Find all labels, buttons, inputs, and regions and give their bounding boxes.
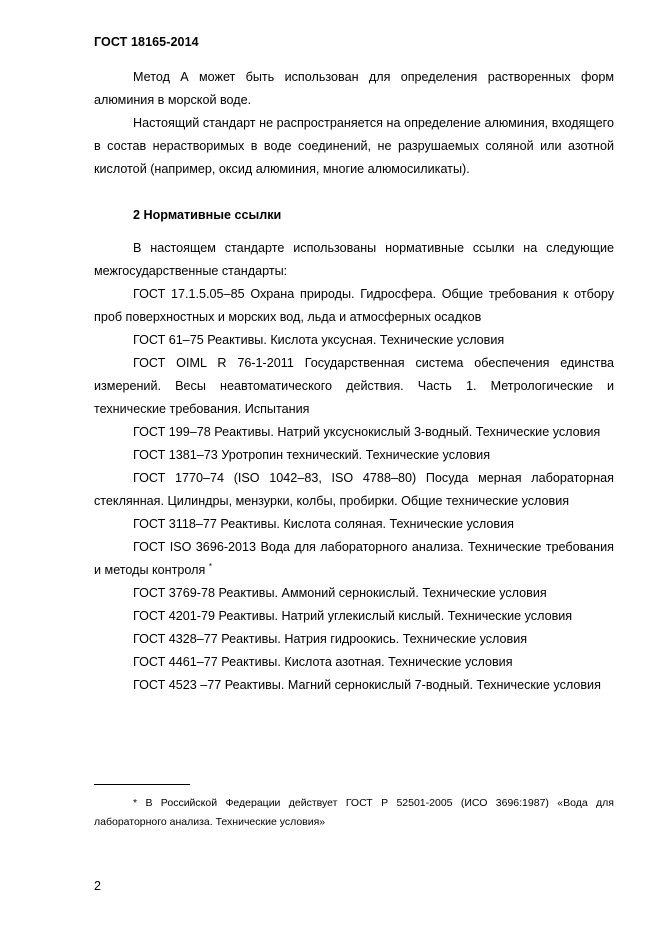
reference-item: ГОСТ 3118–77 Реактивы. Кислота соляная. Технические условия bbox=[133, 517, 514, 531]
page-number: 2 bbox=[94, 879, 101, 893]
reference-item: ГОСТ 1770–74 (ISO 1042–83, ISO 4788–80) Посуда мерная лабораторная стеклянная. Цилиндры, мензурки, колбы, пробирки. Общие технические условия bbox=[94, 471, 614, 508]
footnote-marker: * bbox=[208, 561, 212, 571]
section-lead-paragraph: В настоящем стандарте использованы нормативные ссылки на следующие межгосударственные стандарты: bbox=[94, 241, 614, 278]
spacer bbox=[94, 181, 614, 204]
footnote-separator bbox=[94, 784, 190, 785]
reference-item: ГОСТ 3769-78 Реактивы. Аммоний сернокислый. Технические условия bbox=[133, 586, 547, 600]
reference-text: ГОСТ ISO 3696-2013 Вода для лабораторного анализа. Технические требования и методы контроля bbox=[94, 540, 614, 577]
reference-item: ГОСТ 4523 –77 Реактивы. Магний сернокислый 7-водный. Технические условия bbox=[133, 678, 601, 692]
reference-item: ГОСТ 199–78 Реактивы. Натрий уксуснокислый 3-водный. Технические условия bbox=[133, 425, 601, 439]
intro-paragraph-1: Метод А может быть использован для определения растворенных форм алюминия в морской воде. bbox=[94, 70, 614, 107]
reference-item: ГОСТ 4328–77 Реактивы. Натрия гидроокись. Технические условия bbox=[133, 632, 528, 646]
document-body bbox=[94, 66, 614, 697]
reference-item: ГОСТ 17.1.5.05–85 Охрана природы. Гидросфера. Общие требования к отбору проб поверхностных и морских вод, льда и атмосферных осадков bbox=[94, 287, 614, 324]
reference-item: ГОСТ 4461–77 Реактивы. Кислота азотная. Технические условия bbox=[133, 655, 513, 669]
page-header-doc-code: ГОСТ 18165-2014 bbox=[94, 35, 199, 49]
reference-item-with-footnote bbox=[94, 536, 614, 582]
reference-item: ГОСТ 1381–73 Уротропин технический. Технические условия bbox=[133, 448, 491, 462]
section-heading: 2 Нормативные ссылки bbox=[133, 208, 282, 222]
spacer bbox=[94, 227, 614, 237]
intro-paragraph-2: Настоящий стандарт не распространяется на определение алюминия, входящего в состав нерастворимых в воде соединений, не разрушаемых соляной или азотной кислотой (например, оксид алюминия, многие алюмосиликаты). bbox=[94, 116, 614, 176]
footnote-text: * В Российской Федерации действует ГОСТ Р 52501-2005 (ИСО 3696:1987) «Вода для лабораторного анализа. Технические условия» bbox=[94, 797, 614, 828]
reference-item: ГОСТ 4201-79 Реактивы. Натрий углекислый кислый. Технические условия bbox=[133, 609, 573, 623]
reference-item: ГОСТ 61–75 Реактивы. Кислота уксусная. Технические условия bbox=[133, 333, 505, 347]
reference-item: ГОСТ OIML R 76-1-2011 Государственная система обеспечения единства измерений. Весы неавтоматического действия. Часть 1. Метрологические и технические требования. Испытания bbox=[94, 356, 614, 416]
